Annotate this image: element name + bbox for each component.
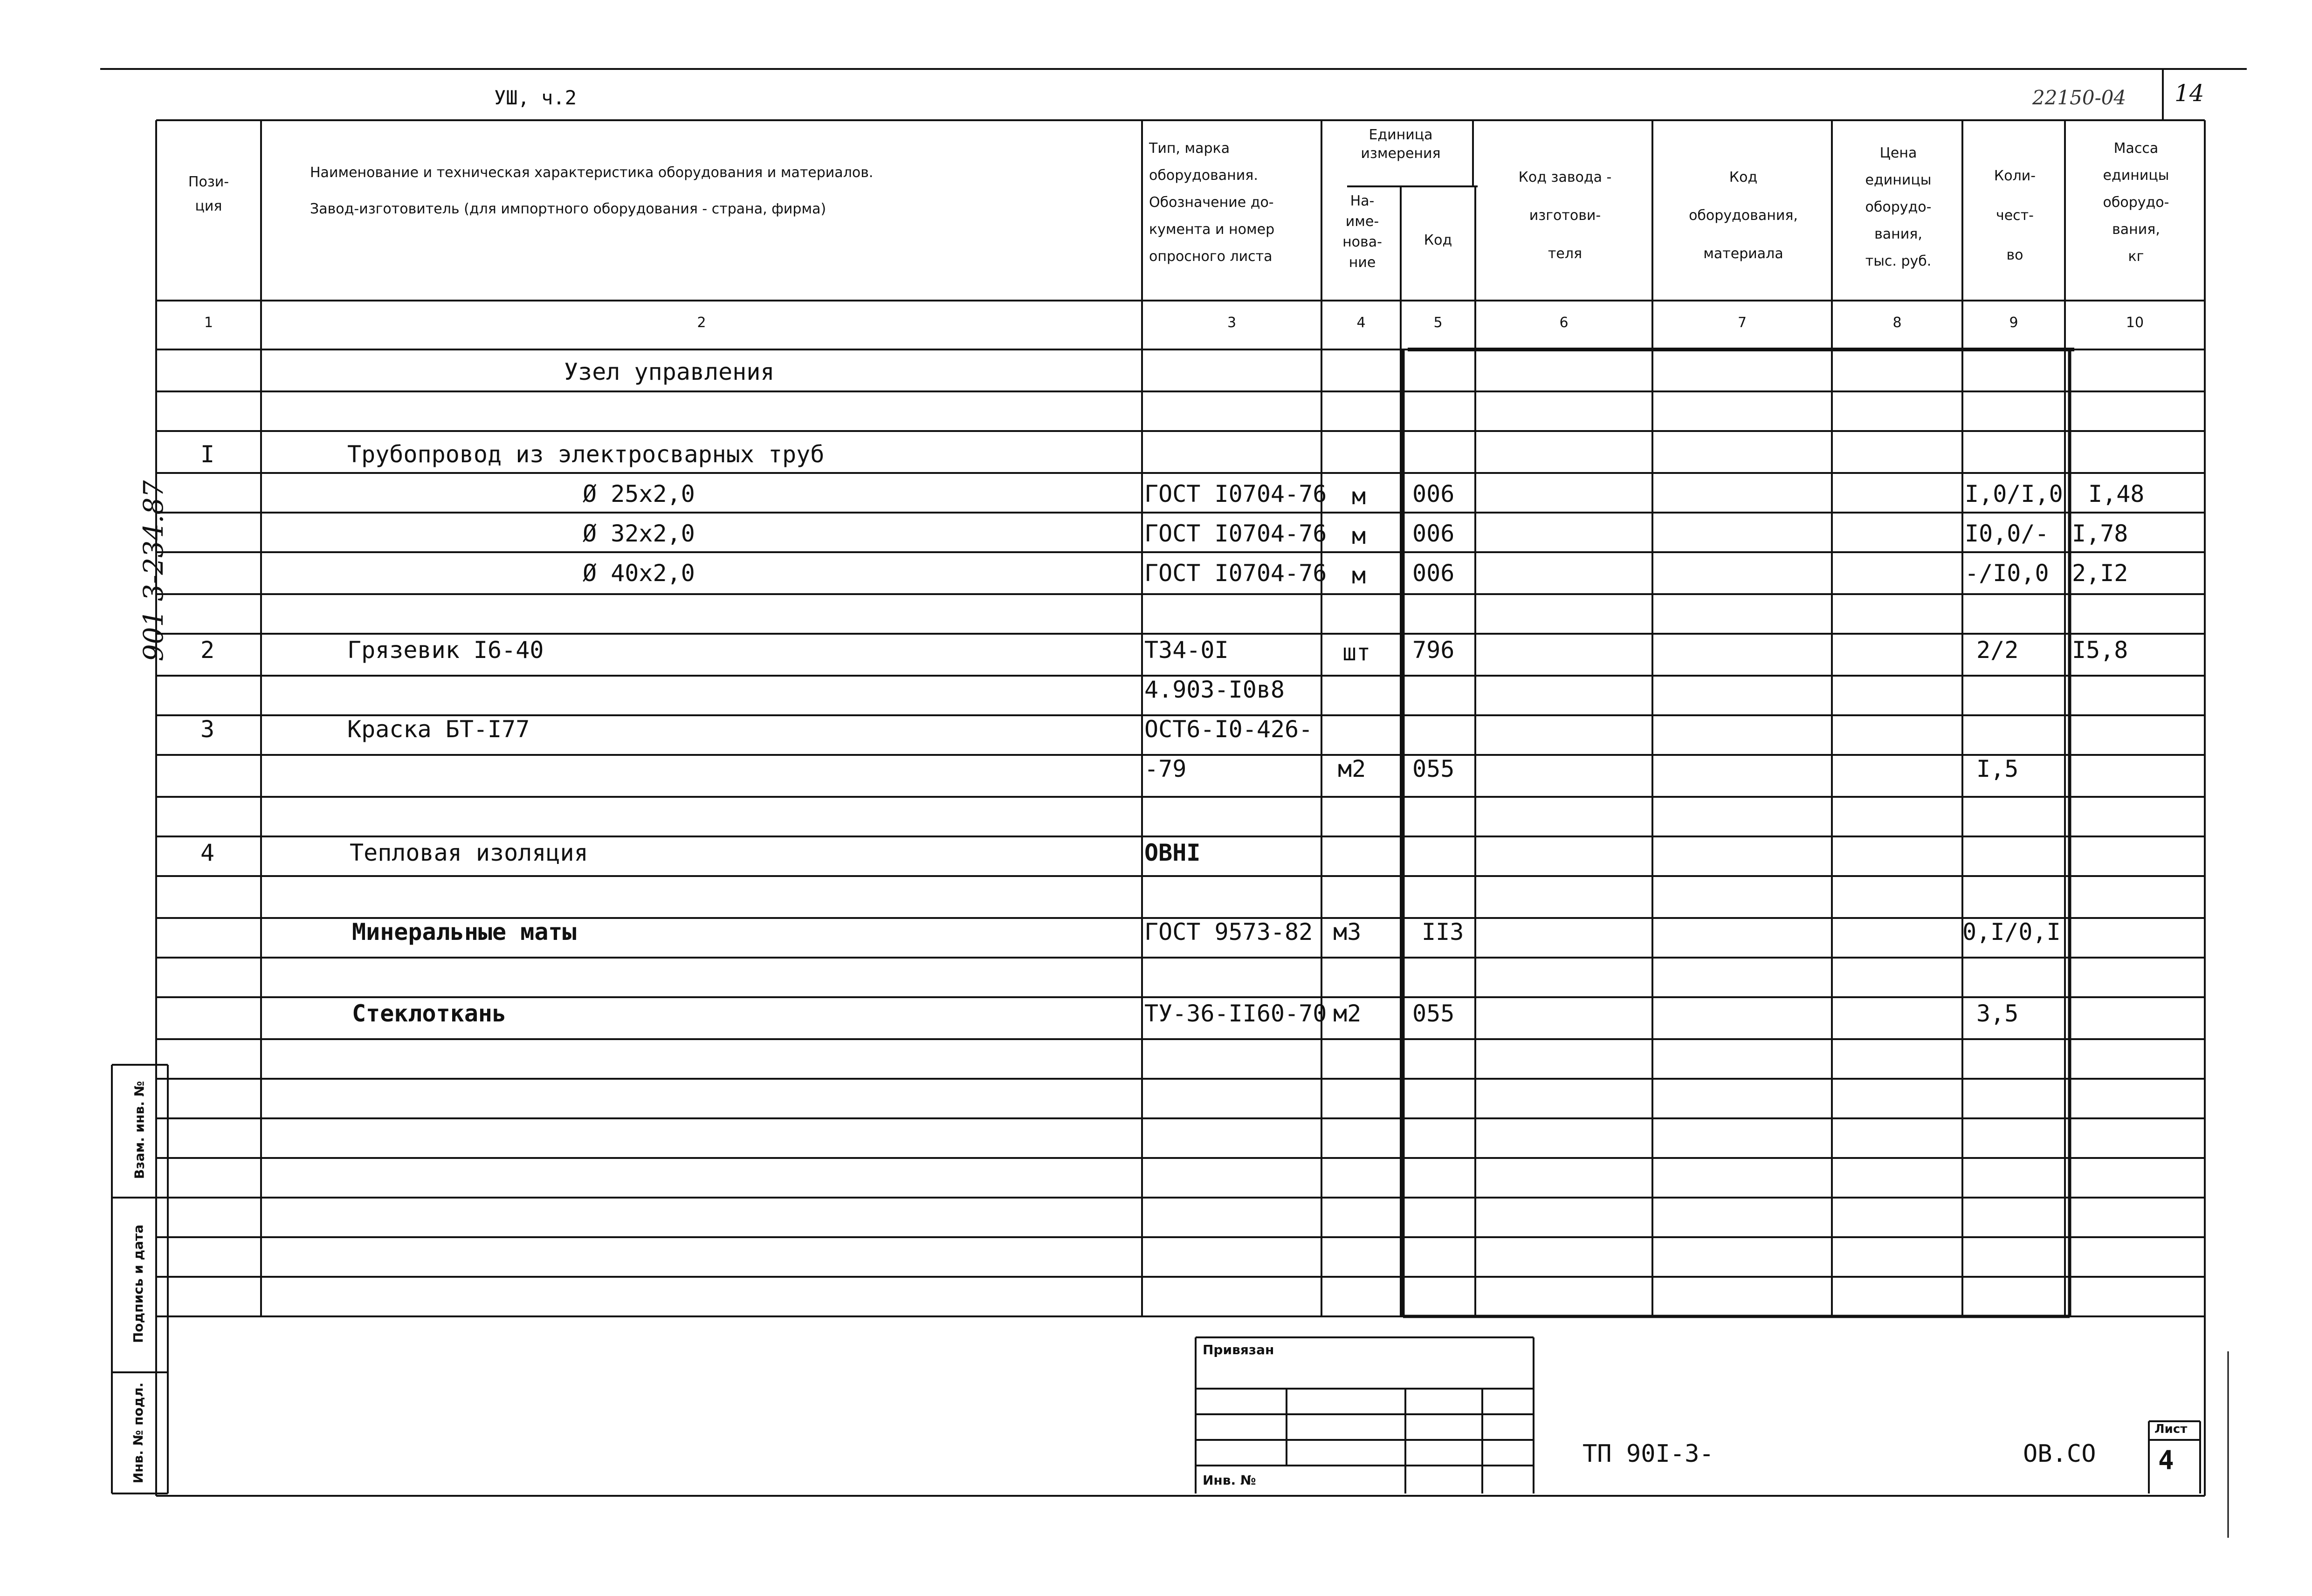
- table-row-unit: м: [1352, 483, 1366, 510]
- table-row-document: ГОСТ I0704-76: [1144, 520, 1327, 547]
- table-row-document: ГОСТ 9573-82: [1144, 918, 1313, 945]
- table-row-name: Стеклоткань: [352, 1000, 507, 1027]
- side-label-replacement-inv: Взам. инв. №: [131, 1081, 147, 1179]
- header-quantity: Коли- чест- во: [1994, 168, 2036, 263]
- table-row-document: -79: [1144, 755, 1187, 782]
- header-unit-name: На- име- нова- ние: [1342, 193, 1382, 271]
- table-row-mass: I,78: [2072, 520, 2128, 547]
- table-row-unit: м: [1352, 522, 1366, 549]
- table-row-position: 3: [200, 716, 215, 743]
- table-row-unit: м2: [1338, 755, 1366, 782]
- table-row-unit-code: 006: [1412, 560, 1455, 587]
- table-row-document: ТУ-36-II60-70: [1144, 1000, 1327, 1027]
- table-row-name: Ø 32х2,0: [583, 520, 695, 547]
- table-row-document: ОВНI: [1144, 839, 1201, 866]
- table-row-quantity: 3,5: [1976, 1000, 2019, 1027]
- table-row-name: Краска БТ-I77: [347, 716, 530, 743]
- table-row-unit: м3: [1333, 918, 1362, 945]
- header-factory-code: Код завода - изготови- теля: [1518, 169, 1612, 262]
- col-number: 9: [2009, 315, 2018, 331]
- side-document-stamp: 901 3-234.87: [138, 480, 169, 662]
- col-number: 5: [1433, 315, 1443, 331]
- header-name: Наименование и техническая характеристика оборудования и материалов. Завод-изготовитель (для импортного оборудования - страна, фирма): [310, 164, 874, 217]
- table-row-quantity: 2/2: [1976, 637, 2019, 664]
- col-number: 2: [697, 315, 706, 331]
- table-row-name: Ø 25х2,0: [583, 480, 695, 507]
- side-label-original-inv: Инв. № подл.: [131, 1382, 146, 1484]
- col-number: 10: [2126, 315, 2144, 331]
- header-equipment-code: Код оборудования, материала: [1689, 169, 1798, 262]
- table-row-quantity: I,0/I,0: [1965, 480, 2063, 507]
- table-row-mass: 2,I2: [2072, 560, 2128, 587]
- header-price: Цена единицы оборудо- вания, тыс. руб.: [1865, 145, 1932, 269]
- col-number: 4: [1356, 315, 1366, 331]
- table-row-unit-code: 055: [1412, 755, 1455, 782]
- table-row-unit-code: 796: [1412, 637, 1455, 664]
- table-row-name: Тепловая изоляция: [350, 839, 588, 866]
- stamp-designation: ТП 90I-3-: [1583, 1440, 1714, 1468]
- stamp-sheet-code: ОВ.СО: [2023, 1440, 2096, 1468]
- page-number: 14: [2174, 80, 2204, 107]
- table-row-unit-code: 006: [1412, 480, 1455, 507]
- table-row-document: 4.903-I0в8: [1144, 676, 1285, 703]
- col-number: 1: [204, 315, 213, 331]
- header-unit: Единица измерения: [1361, 127, 1441, 162]
- side-label-signature-date: Подпись и дата: [131, 1224, 146, 1343]
- table-row-position: 4: [200, 839, 215, 866]
- stamp-sheet-number: 4: [2158, 1445, 2174, 1476]
- table-row-unit-code: II3: [1422, 918, 1464, 945]
- table-row-quantity: -/I0,0: [1965, 560, 2049, 587]
- col-number: 8: [1892, 315, 1902, 331]
- stamp-sheet-label: Лист: [2154, 1422, 2188, 1436]
- table-row-mass: I5,8: [2072, 637, 2128, 664]
- archive-number: 22150-04: [2032, 86, 2126, 109]
- table-row-quantity: 0,I/0,I: [1962, 918, 2061, 945]
- table-row-name: Грязевик I6-40: [347, 637, 544, 664]
- stamp-inventory-label: Инв. №: [1203, 1473, 1256, 1488]
- table-row-unit-code: 055: [1412, 1000, 1455, 1027]
- sheet-part: УШ, ч.2: [494, 86, 577, 109]
- table-row-name: Узел управления: [564, 358, 775, 385]
- table-row-quantity: I,5: [1976, 755, 2019, 782]
- col-number: 3: [1227, 315, 1237, 331]
- stamp-bound-label: Привязан: [1203, 1342, 1274, 1357]
- header-position: Пози- ция: [188, 174, 229, 214]
- table-row-unit: м2: [1333, 1000, 1362, 1027]
- table-row-name: Ø 40х2,0: [583, 560, 695, 587]
- header-unit-code: Код: [1424, 232, 1452, 248]
- table-row-name: Минеральные маты: [352, 918, 577, 945]
- table-row-document: ОСТ6-I0-426-: [1144, 716, 1313, 743]
- table-row-unit: шт: [1342, 639, 1371, 666]
- table-row-unit: м: [1352, 562, 1366, 589]
- table-row-quantity: I0,0/-: [1965, 520, 2049, 547]
- table-row-document: Т34-0I: [1144, 637, 1229, 664]
- header-type: Тип, марка оборудования. Обозначение до- кумента и номер опросного листа: [1149, 140, 1275, 265]
- table-row-name: Трубопровод из электросварных труб: [347, 441, 825, 468]
- table-row-document: ГОСТ I0704-76: [1144, 480, 1327, 507]
- table-row-mass: I,48: [2088, 480, 2145, 507]
- table-row-position: I: [200, 441, 215, 468]
- table-row-position: 2: [200, 637, 215, 664]
- table-row-document: ГОСТ I0704-76: [1144, 560, 1327, 587]
- header-mass: Масса единицы оборудо- вания, кг: [2103, 140, 2169, 265]
- col-number: 7: [1737, 315, 1747, 331]
- col-number: 6: [1559, 315, 1569, 331]
- table-row-unit-code: 006: [1412, 520, 1455, 547]
